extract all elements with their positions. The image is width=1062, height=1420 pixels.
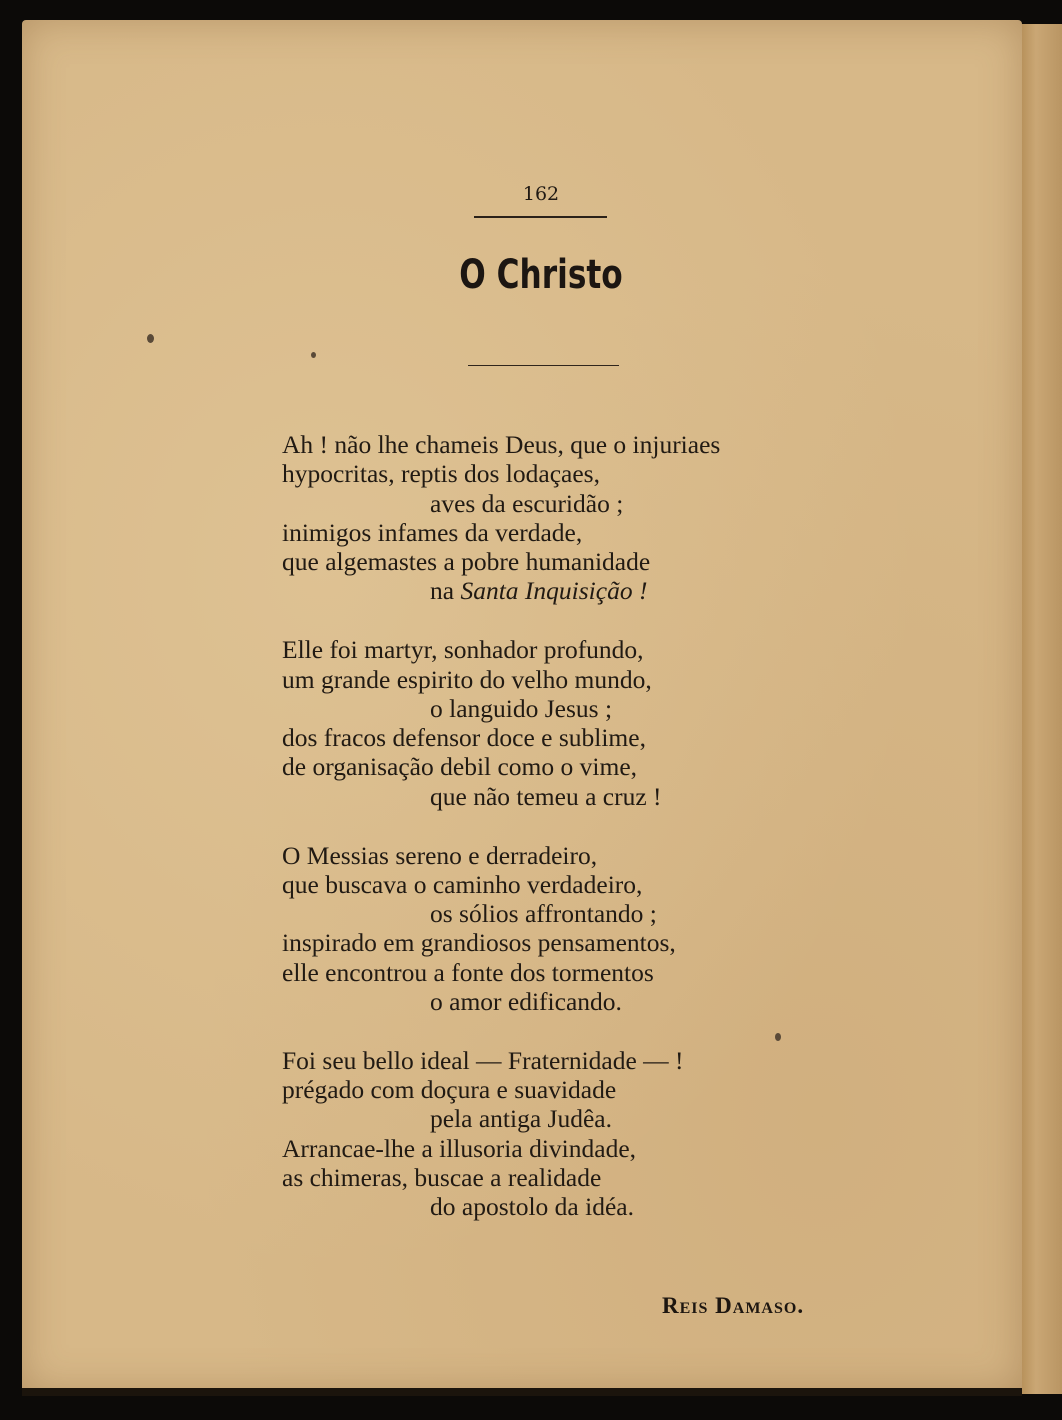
poem-line: Arrancae-lhe a illusoria divindade, — [282, 1133, 637, 1163]
ink-speck — [311, 352, 316, 358]
poem-line: o amor edificando. — [430, 987, 622, 1017]
poem-line: que não temeu a cruz ! — [430, 781, 662, 811]
poem-line: que algemastes a pobre humanidade — [282, 547, 651, 577]
poem-line: inimigos infames da verdade, — [282, 517, 583, 547]
poem-line-prefix: na — [430, 576, 461, 606]
adjacent-page-edge — [1016, 24, 1062, 1394]
poem-title: O Christo — [459, 252, 623, 298]
stanza — [282, 635, 842, 811]
poem-line: do apostolo da idéa. — [430, 1192, 634, 1222]
poem-line: pela antiga Judêa. — [430, 1104, 612, 1134]
page-bottom-shadow — [22, 1388, 1022, 1396]
poem-body — [282, 430, 842, 1251]
author-signature: Reis Damaso. — [662, 1293, 805, 1318]
poem-line: um grande espirito do velho mundo, — [282, 664, 652, 694]
poem-line: os sólios affrontando ; — [430, 899, 657, 929]
stanza — [282, 1046, 842, 1222]
poem-line: Ah ! não lhe chameis Deus, que o injuriaes — [282, 430, 721, 459]
ink-speck — [147, 334, 154, 343]
header-rule — [474, 216, 607, 218]
poem-line: de organisação debil como o vime, — [282, 752, 638, 782]
stanza — [282, 430, 842, 606]
title-rule — [468, 365, 619, 366]
poem-line: Foi seu bello ideal — Fraternidade — ! — [282, 1045, 684, 1075]
poem-line: dos fracos defensor doce e sublime, — [282, 723, 646, 753]
poem-line: hypocritas, reptis dos lodaçaes, — [282, 459, 600, 489]
stanza — [282, 841, 842, 1017]
poem-line: as chimeras, buscae a realidade — [282, 1163, 602, 1193]
poem-line — [282, 576, 842, 605]
poem-line-italic: Santa Inquisição ! — [460, 576, 648, 606]
poem-line: aves da escuridão ; — [430, 488, 624, 518]
poem-line: elle encontrou a fonte dos tormentos — [282, 957, 654, 987]
poem-line: Elle foi martyr, sonhador profundo, — [282, 635, 644, 665]
poem-line: prégado com doçura e suavidade — [282, 1075, 617, 1105]
poem-line: O Messias sereno e derradeiro, — [282, 840, 598, 870]
poem-line: o languido Jesus ; — [430, 693, 613, 723]
poem-line: que buscava o caminho verdadeiro, — [282, 869, 643, 899]
page-number: 162 — [522, 183, 560, 205]
poem-line: inspirado em grandiosos pensamentos, — [282, 928, 676, 958]
